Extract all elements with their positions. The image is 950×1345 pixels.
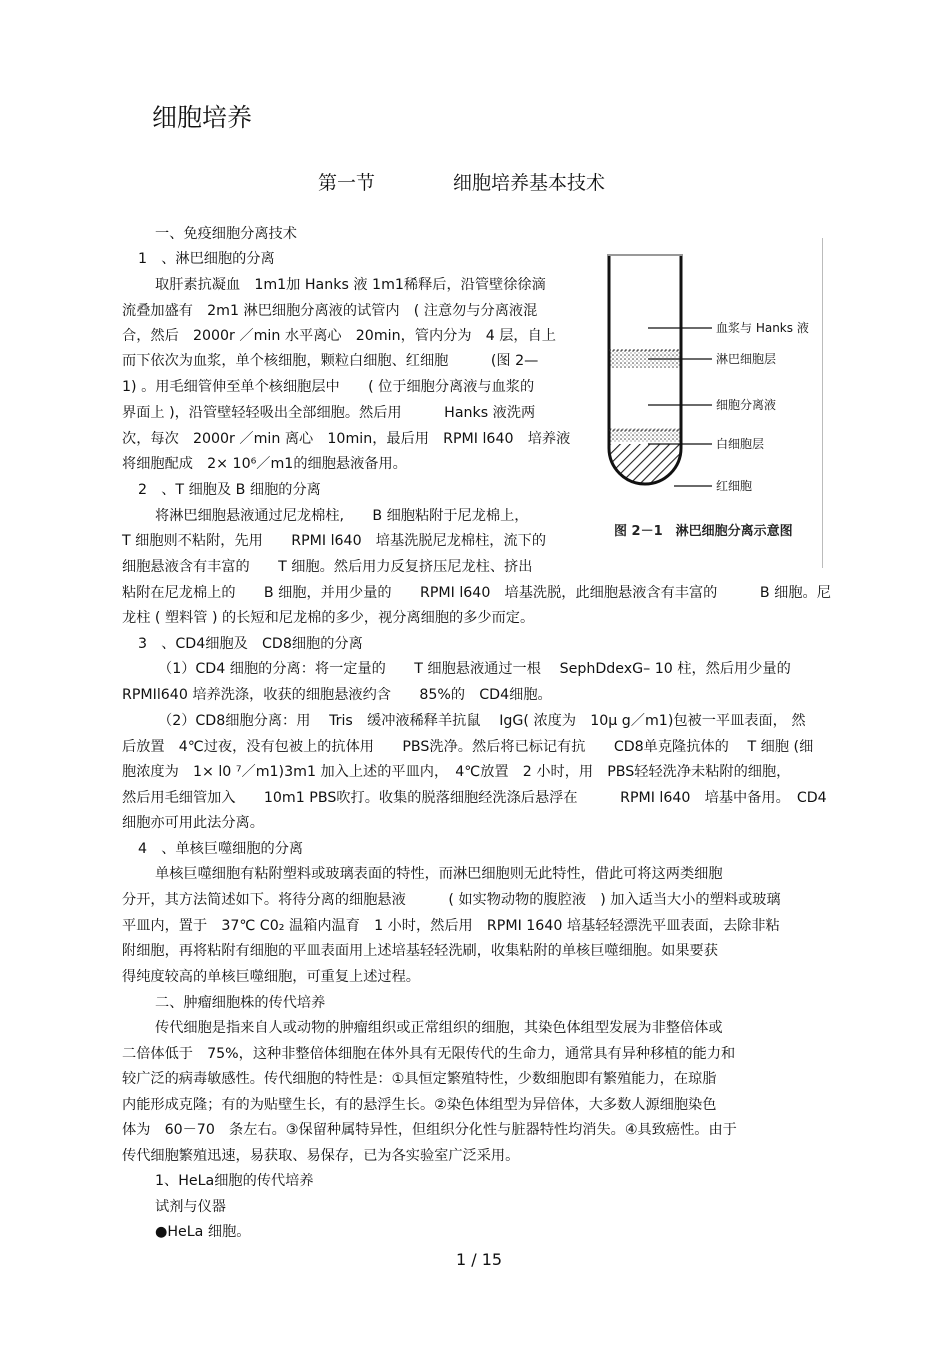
label-plasma-hanks: 血浆与 Hanks 液 (716, 321, 809, 335)
text-line: 将淋巴细胞悬液通过尼龙棉柱, B 细胞粘附于尼龙棉上， (155, 508, 529, 524)
text-line: RPMIl640 培养洗涤，收获的细胞悬液约含 85%的 CD4细胞。 (122, 687, 552, 703)
text-line: ●HeLa 细胞。 (155, 1224, 251, 1240)
text-line: 龙柱 ( 塑料管 ) 的长短和尼龙棉的多少，视分离细胞的多少而定。 (122, 610, 535, 626)
text-line: 3 、CD4细胞及 CD8细胞的分离 (138, 636, 363, 652)
text-line: 1、HeLa细胞的传代培养 (155, 1173, 314, 1189)
text-line: 传代细胞是指来自人或动物的肿瘤组织或正常组织的细胞，其染色体组型发展为非整倍体或 (155, 1020, 723, 1036)
text-line: 流叠加盛有 2m1 淋巴细胞分离液的试管内 ( 注意勿与分离液混 (122, 303, 538, 319)
text-line: （1）CD4 细胞的分离：将一定量的 T 细胞悬液通过一根 SephDdexG– 10 柱，然后用少量的 (158, 661, 791, 677)
text-line: 后放置 4℃过夜，没有包被上的抗体用 PBS洗净。然后将已标记有抗 CD8单克隆抗体的 T 细胞 (细 (122, 739, 814, 755)
text-line: （2）CD8细胞分离：用 Tris 缓冲液稀释羊抗鼠 IgG( 浓度为 10μ g／m1)包被一平皿表面， 然 (158, 713, 806, 729)
text-line: 2 、T 细胞及 B 细胞的分离 (138, 482, 321, 498)
figure-caption: 图 2－1 淋巴细胞分离示意图 (614, 524, 793, 539)
text-line: 胞浓度为 1× l0 ⁷／m1)3m1 加入上述的平皿内， 4℃放置 2 小时，用 PBS轻轻洗净未粘附的细胞， (122, 764, 791, 780)
text-line: 4 、单核巨噬细胞的分离 (138, 841, 304, 857)
section-heading (318, 168, 605, 195)
label-leukocyte-layer: 白细胞层 (716, 437, 765, 451)
text-line: 附细胞，再将粘附有细胞的平皿表面用上述培基轻轻洗刷，收集粘附的单核巨噬细胞。如果要获 (122, 943, 718, 959)
text-line: 1) 。用毛细管伸至单个核细胞层中 ( 位于细胞分离液与血浆的 (122, 379, 535, 395)
text-line: 取肝素抗凝血 1m1加 Hanks 液 1m1稀释后，沿管壁徐徐滴 (155, 277, 546, 293)
label-lymphocyte-layer: 淋巴细胞层 (716, 352, 777, 366)
section-name: 细胞培养基本技术 (453, 172, 606, 194)
text-line: 界面上 )，沿管壁轻轻吸出全部细胞。然后用 Hanks 液洗两 (122, 405, 536, 421)
text-line: 将细胞配成 2× 10⁶／m1的细胞悬液备用。 (122, 456, 407, 472)
text-line: 二、肿瘤细胞株的传代培养 (155, 995, 326, 1011)
text-line: 而下依次为血浆，单个核细胞，颗粒白细胞、红细胞 (图 2— (122, 353, 539, 369)
text-line: 粘附在尼龙棉上的 B 细胞，并用少量的 RPMI l640 培基洗脱，此细胞悬液含有丰富的 B 细胞。尼 (122, 585, 831, 601)
text-line: 分开，其方法简述如下。将待分离的细胞悬液 ( 如实物动物的腹腔液 ) 加入适当大小的塑料或玻璃 (122, 892, 781, 908)
label-erythrocyte: 红细胞 (716, 479, 753, 493)
text-line: 细胞悬液含有丰富的 T 细胞。然后用力反复挤压尼龙柱、挤出 (122, 559, 533, 575)
text-line: T 细胞则不粘附，先用 RPMI l640 培基洗脱尼龙棉柱，流下的 (122, 533, 547, 549)
text-line: 一、免疫细胞分离技术 (155, 226, 297, 242)
text-line: 内能形成克隆；有的为贴壁生长，有的悬浮生长。②染色体组型为异倍体，大多数人源细胞染色 (122, 1097, 717, 1113)
text-line: 细胞亦可用此法分离。 (122, 815, 264, 831)
page-number: 1 / 15 (456, 1250, 503, 1269)
lymphocyte-separation-figure (588, 238, 824, 568)
text-line: 得纯度较高的单核巨噬细胞，可重复上述过程。 (122, 969, 420, 985)
text-line: 合，然后 2000r ／min 水平离心 20min，管内分为 4 层，自上 (122, 328, 556, 344)
text-line: 传代细胞繁殖迅速，易获取、易保存，已为各实验室广泛采用。 (122, 1148, 520, 1164)
document-title: 细胞培养 (152, 103, 253, 132)
text-line: 平皿内，置于 37℃ C0₂ 温箱内温育 1 小时，然后用 RPMI 1640 培基轻轻漂洗平皿表面，去除非粘 (122, 918, 780, 934)
text-line: 试剂与仪器 (155, 1199, 226, 1215)
section-number: 第一节 (318, 172, 376, 194)
text-line: 次，每次 2000r ／min 离心 10min，最后用 RPMI l640 培养液 (122, 431, 571, 447)
erythrocyte-layer-band (603, 444, 687, 504)
label-separation-fluid: 细胞分离液 (716, 398, 777, 412)
text-line: 二倍体低于 75%，这种非整倍体细胞在体外具有无限传代的生命力，通常具有异种移植的能力和 (122, 1046, 736, 1062)
text-line: 1 、淋巴细胞的分离 (138, 251, 275, 267)
text-line: 单核巨噬细胞有粘附塑料或玻璃表面的特性，而淋巴细胞则无此特性，借此可将这两类细胞 (155, 866, 723, 882)
text-line: 然后用毛细管加入 10m1 PBS吹打。收集的脱落细胞经洗涤后悬浮在 RPMI l640 培基中备用。 CD4 (122, 790, 827, 806)
text-line: 体为 60－70 条左右。③保留种属特异性，但组织分化性与脏器特性均消失。④具致癌性。由于 (122, 1122, 737, 1138)
text-line: 较广泛的病毒敏感性。传代细胞的特性是：①具恒定繁殖特性，少数细胞即有繁殖能力，在琼脂 (122, 1071, 717, 1087)
